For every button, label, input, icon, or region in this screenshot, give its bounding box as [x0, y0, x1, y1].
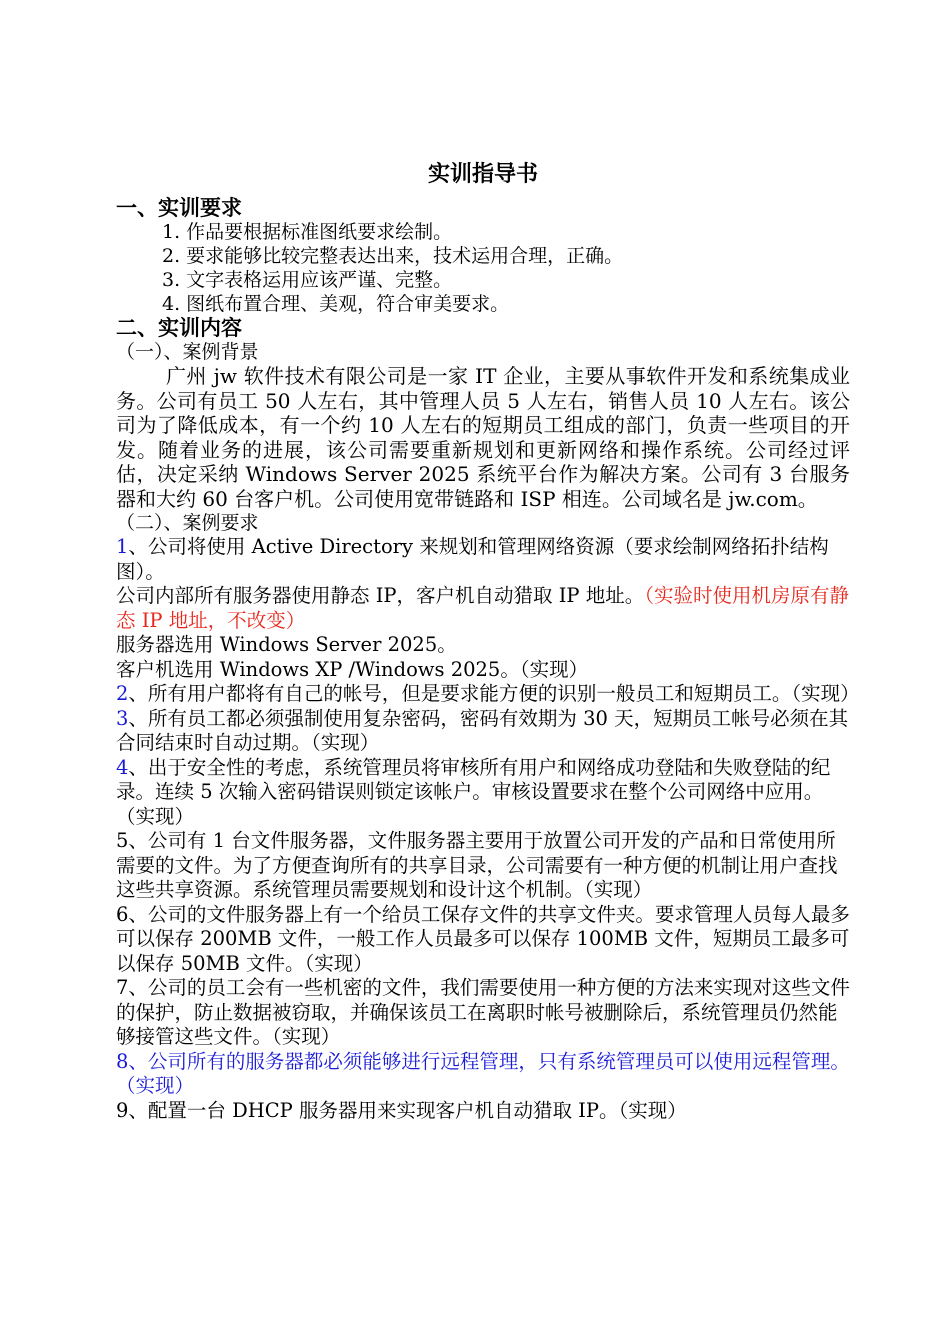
document-page	[116, 158, 860, 1123]
case-requirement-6: 6、公司的文件服务器上有一个给员工保存文件的共享文件夹。要求管理人员每人最多可以保存 200MB 文件，一般工作人员最多可以保存 100MB 文件，短期员工最多可以保存 50MB 文件。（实现）	[116, 902, 850, 975]
case-requirement-3	[116, 707, 850, 756]
requirement-text: 、出于安全性的考虑，系统管理员将审核所有用户和网络成功登陆和失败登陆的纪录。连续 5 次输入密码错误则锁定该帐户。审核设置要求在整个公司网络中应用。（实现）	[116, 755, 831, 828]
requirement-number: 2	[116, 682, 129, 705]
case-requirement-4	[116, 756, 850, 830]
requirement-text: 、公司将使用 Active Directory 来规划和管理网络资源（要求绘制网络拓扑结构图）。	[116, 535, 829, 583]
case-requirement-1-ip	[116, 584, 850, 633]
background-paragraph: 广州 jw 软件技术有限公司是一家 IT 企业，主要从事软件开发和系统集成业务。公司有员工 50 人左右，其中管理人员 5 人左右，销售人员 10 人左右。该公司为了降低成本，有一个约 10 人左右的短期员工组成的部门，负责一些项目的开发。随着业务的进展，该公司需要重新规划和更新网络和操作系统。公司经过评估，决定采纳 Windows Server 2025 系统平台作为解决方案。公司有 3 台服务器和大约 60 台客户机。公司使用宽带链路和 ISP 相连。公司域名是 jw.com。	[116, 364, 850, 511]
document-title: 实训指导书	[427, 161, 538, 187]
requirement-number: 3	[116, 706, 129, 730]
requirement-item: 2. 要求能够比较完整表达出来，技术运用合理，正确。	[162, 245, 624, 267]
requirement-number: 4	[116, 755, 129, 779]
case-requirement-1-server: 服务器选用 Windows Server 2025。	[116, 633, 457, 656]
case-requirement-8: 8、公司所有的服务器都必须能够进行远程管理，只有系统管理员可以使用远程管理。（实现）	[116, 1049, 850, 1097]
case-requirement-1	[116, 535, 850, 584]
case-requirement-9: 9、配置一台 DHCP 服务器用来实现客户机自动猎取 IP。（实现）	[116, 1098, 687, 1122]
subsection-heading-background: （一）、案例背景	[116, 341, 259, 363]
requirement-text: 、所有用户都将有自己的帐号，但是要求能方便的识别一般员工和短期员工。（实现）	[128, 682, 860, 705]
requirement-item: 3. 文字表格运用应该严谨、完整。	[162, 269, 453, 291]
section-heading-content: 二、实训内容	[116, 315, 242, 340]
requirement-number: 1	[116, 535, 129, 558]
case-requirement-5: 5、公司有 1 台文件服务器，文件服务器主要用于放置公司开发的产品和日常使用所需要的文件。为了方便查询所有的共享目录，公司需要有一种方便的机制让用户查找这些共享资源。系统管理员需要规划和设计这个机制。（实现）	[116, 829, 838, 901]
case-requirement-2	[116, 682, 860, 707]
requirement-item: 1. 作品要根据标准图纸要求绘制。	[162, 221, 453, 243]
requirement-text: 、所有员工都必须强制使用复杂密码，密码有效期为 30 天，短期员工帐号必须在其合同结束时自动过期。（实现）	[116, 706, 849, 754]
case-requirement-1-client: 客户机选用 Windows XP /Windows 2025。（实现）	[116, 657, 589, 681]
section-heading-requirements: 一、实训要求	[116, 195, 242, 220]
requirement-note: （实验时使用机房原有静态 IP 地址，不改变）	[116, 584, 850, 632]
subsection-heading-requirements: （二）、案例要求	[116, 512, 259, 534]
requirement-text: 公司内部所有服务器使用静态 IP，客户机自动猎取 IP 地址。	[116, 584, 645, 607]
case-requirement-7: 7、公司的员工会有一些机密的文件，我们需要使用一种方便的方法来实现对这些文件的保护，防止数据被窃取，并确保该员工在离职时帐号被删除后，系统管理员仍然能够接管这些文件。（实现）	[116, 976, 850, 1048]
requirement-item: 4. 图纸布置合理、美观，符合审美要求。	[162, 293, 510, 315]
